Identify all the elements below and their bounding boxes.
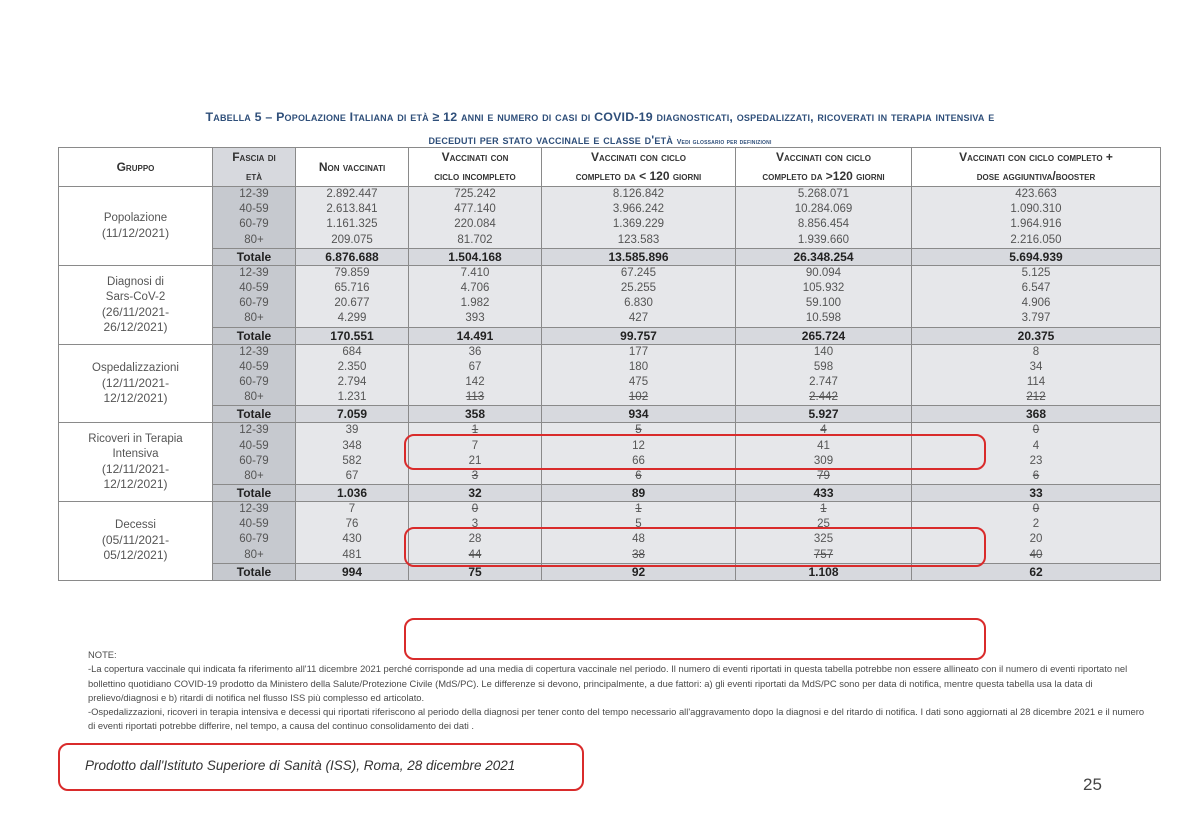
value-cell: 582 <box>296 454 409 469</box>
value-cell: 81.702 <box>409 233 542 249</box>
value-cell: 212 <box>912 390 1161 406</box>
table-row <box>59 187 1161 203</box>
table-row <box>59 469 1161 485</box>
total-value-cell: 433 <box>736 485 912 502</box>
total-value-cell: 368 <box>912 406 1161 423</box>
group-name-line: Diagnosi di <box>107 275 164 288</box>
group-label <box>59 187 213 266</box>
header-incompleto <box>409 148 542 187</box>
header-fascia <box>213 148 296 187</box>
group-date-line: 12/12/2021) <box>103 477 168 492</box>
value-cell: 180 <box>542 360 736 375</box>
total-value-cell: 6.876.688 <box>296 248 409 265</box>
value-cell: 76 <box>296 517 409 532</box>
group-date-line: 12/12/2021) <box>103 390 168 405</box>
value-cell: 21 <box>409 454 542 469</box>
value-cell: 2 <box>912 517 1161 532</box>
table-row <box>59 265 1161 281</box>
notes <box>88 648 1148 734</box>
glossary-note: Vedi glossario per definizioni <box>676 139 772 146</box>
notes-heading: NOTE: <box>88 649 117 660</box>
group-date-line: (26/11/2021- <box>101 304 170 319</box>
value-cell: 44 <box>409 548 542 564</box>
value-cell: 1.369.229 <box>542 217 736 232</box>
age-cell: 12-39 <box>213 265 296 281</box>
group-label <box>59 344 213 423</box>
total-value-cell: 75 <box>409 563 542 580</box>
age-cell: 12-39 <box>213 502 296 518</box>
value-cell: 23 <box>912 454 1161 469</box>
header-incompleto-l2: ciclo incompleto <box>434 169 516 183</box>
group-name-line: Ricoveri in Terapia <box>88 433 183 446</box>
value-cell: 2.613.841 <box>296 202 409 217</box>
age-cell: 80+ <box>213 311 296 327</box>
value-cell: 4 <box>912 438 1161 453</box>
group-label <box>59 265 213 344</box>
table-row <box>59 217 1161 232</box>
total-label: Totale <box>213 327 296 344</box>
table-row <box>59 502 1161 518</box>
value-cell: 430 <box>296 532 409 547</box>
header-gt120-l1: Vaccinati con ciclo <box>776 150 871 164</box>
value-cell: 6 <box>912 469 1161 485</box>
value-cell: 140 <box>736 344 912 360</box>
header-fascia-l2: età <box>246 169 262 183</box>
value-cell: 393 <box>409 311 542 327</box>
value-cell: 59.100 <box>736 296 912 311</box>
total-value-cell: 99.757 <box>542 327 736 344</box>
page-number: 25 <box>1083 775 1102 794</box>
age-cell: 12-39 <box>213 187 296 203</box>
value-cell: 4.906 <box>912 296 1161 311</box>
total-row <box>59 248 1161 265</box>
value-cell: 38 <box>542 548 736 564</box>
notes-paragraph-1: -La copertura vaccinale qui indicata fa riferimento all'11 dicembre 2021 perché corrisponde ad una media di copertura vaccinale nel periodo. Il numero di eventi riportati in questa tabella potrebbe non essere allineato con il numero di eventi riportato nel bollettino quotidiano COVID-19 prodotto da Ministero della Salute/Protezione Civile (MdS/PC). Le differenze si devono, principalmente, a due fattori: a) gli eventi riportati da MdS/PC sono per data di notifica, mentre questa tabella usa la data di prelievo/diagnosi e b) ritardi di notifica nel flusso ISS più complesso ed articolato. <box>88 663 1128 703</box>
value-cell: 4.299 <box>296 311 409 327</box>
value-cell: 40 <box>912 548 1161 564</box>
age-cell: 12-39 <box>213 344 296 360</box>
value-cell: 3 <box>409 517 542 532</box>
value-cell: 7 <box>409 438 542 453</box>
value-cell: 348 <box>296 438 409 453</box>
group-date-line: (12/11/2021- <box>101 462 170 477</box>
total-value-cell: 5.927 <box>736 406 912 423</box>
value-cell: 20.677 <box>296 296 409 311</box>
value-cell: 3 <box>409 469 542 485</box>
total-value-cell: 20.375 <box>912 327 1161 344</box>
age-cell: 80+ <box>213 390 296 406</box>
table-row <box>59 344 1161 360</box>
highlight-box-ospedalizzazioni <box>404 434 986 470</box>
value-cell: 325 <box>736 532 912 547</box>
age-cell: 60-79 <box>213 532 296 547</box>
age-cell: 40-59 <box>213 438 296 453</box>
value-cell: 79 <box>736 469 912 485</box>
value-cell: 123.583 <box>542 233 736 249</box>
value-cell: 684 <box>296 344 409 360</box>
header-lt120-l1: Vaccinati con ciclo <box>591 150 686 164</box>
value-cell: 0 <box>409 502 542 518</box>
title-line-2: deceduti per stato vaccinale e classe d'età <box>428 133 674 147</box>
value-cell: 477.140 <box>409 202 542 217</box>
total-label: Totale <box>213 485 296 502</box>
header-row <box>59 148 1161 187</box>
table-row <box>59 390 1161 406</box>
value-cell: 25 <box>736 517 912 532</box>
value-cell: 2.216.050 <box>912 233 1161 249</box>
group-label <box>59 423 213 502</box>
total-value-cell: 14.491 <box>409 327 542 344</box>
value-cell: 1.939.660 <box>736 233 912 249</box>
age-cell: 60-79 <box>213 217 296 232</box>
group-date-line: (11/12/2021) <box>101 225 170 240</box>
total-value-cell: 62 <box>912 563 1161 580</box>
value-cell: 209.075 <box>296 233 409 249</box>
group-name-line: Popolazione <box>103 211 168 224</box>
table-row <box>59 281 1161 296</box>
age-cell: 80+ <box>213 469 296 485</box>
value-cell: 309 <box>736 454 912 469</box>
table-row <box>59 202 1161 217</box>
value-cell: 36 <box>409 344 542 360</box>
group-date-line: (12/11/2021- <box>101 375 170 390</box>
total-value-cell: 92 <box>542 563 736 580</box>
value-cell: 475 <box>542 375 736 390</box>
header-booster-l1: Vaccinati con ciclo completo + <box>959 150 1113 164</box>
value-cell: 10.598 <box>736 311 912 327</box>
value-cell: 2.892.447 <box>296 187 409 203</box>
value-cell: 102 <box>542 390 736 406</box>
value-cell: 142 <box>409 375 542 390</box>
age-cell: 80+ <box>213 548 296 564</box>
value-cell: 3.797 <box>912 311 1161 327</box>
value-cell: 5.268.071 <box>736 187 912 203</box>
total-row <box>59 406 1161 423</box>
group-date-line: (05/11/2021- <box>101 533 170 548</box>
age-cell: 40-59 <box>213 517 296 532</box>
value-cell: 1.982 <box>409 296 542 311</box>
total-value-cell: 170.551 <box>296 327 409 344</box>
total-value-cell: 13.585.896 <box>542 248 736 265</box>
value-cell: 6.547 <box>912 281 1161 296</box>
age-cell: 60-79 <box>213 375 296 390</box>
table-row <box>59 375 1161 390</box>
footer-credit: Prodotto dall'Istituto Superiore di Sanità (ISS), Roma, 28 dicembre 2021 <box>85 758 516 773</box>
value-cell: 0 <box>912 423 1161 439</box>
value-cell: 113 <box>409 390 542 406</box>
value-cell: 177 <box>542 344 736 360</box>
value-cell: 8.856.454 <box>736 217 912 232</box>
total-value-cell: 33 <box>912 485 1161 502</box>
total-value-cell: 89 <box>542 485 736 502</box>
value-cell: 79.859 <box>296 265 409 281</box>
value-cell: 8.126.842 <box>542 187 736 203</box>
table-body <box>59 187 1161 581</box>
age-cell: 60-79 <box>213 296 296 311</box>
age-cell: 80+ <box>213 233 296 249</box>
age-cell: 40-59 <box>213 202 296 217</box>
group-name-line: Ospedalizzazioni <box>92 361 179 374</box>
value-cell: 2.442 <box>736 390 912 406</box>
value-cell: 1.964.916 <box>912 217 1161 232</box>
total-value-cell: 994 <box>296 563 409 580</box>
age-cell: 40-59 <box>213 281 296 296</box>
total-label: Totale <box>213 406 296 423</box>
table-row <box>59 233 1161 249</box>
value-cell: 1 <box>409 423 542 439</box>
total-value-cell: 265.724 <box>736 327 912 344</box>
total-value-cell: 7.059 <box>296 406 409 423</box>
value-cell: 5 <box>542 423 736 439</box>
value-cell: 4.706 <box>409 281 542 296</box>
value-cell: 2.350 <box>296 360 409 375</box>
value-cell: 67 <box>409 360 542 375</box>
value-cell: 598 <box>736 360 912 375</box>
group-name-line: Sars-CoV-2 <box>105 290 166 303</box>
header-incompleto-l1: Vaccinati con <box>441 150 509 164</box>
value-cell: 6.830 <box>542 296 736 311</box>
value-cell: 7.410 <box>409 265 542 281</box>
header-non-vaccinati: Non vaccinati <box>296 148 409 187</box>
value-cell: 423.663 <box>912 187 1161 203</box>
value-cell: 25.255 <box>542 281 736 296</box>
header-lt120 <box>542 148 736 187</box>
header-fascia-l1: Fascia di <box>232 150 276 164</box>
value-cell: 90.094 <box>736 265 912 281</box>
group-name-line: Intensiva <box>112 448 159 461</box>
value-cell: 66 <box>542 454 736 469</box>
header-lt120-l2: completo da < 120 giorni <box>575 169 702 183</box>
notes-paragraph-2: -Ospedalizzazioni, ricoveri in terapia intensiva e decessi qui riportati riferiscono al periodo della diagnosi per tener conto del tempo necessario all'aggravamento dopo la diagnosi e del ritardo di notifica. I dati sono aggiornati al 28 dicembre 2021 e il numero di eventi riportati potrebbe differire, nel tempo, a causa del continuo consolidamento dei dati . <box>88 706 1145 732</box>
header-booster <box>912 148 1161 187</box>
group-name-line: Decessi <box>115 519 156 532</box>
age-cell: 12-39 <box>213 423 296 439</box>
value-cell: 2.747 <box>736 375 912 390</box>
value-cell: 41 <box>736 438 912 453</box>
value-cell: 67.245 <box>542 265 736 281</box>
total-label: Totale <box>213 248 296 265</box>
value-cell: 67 <box>296 469 409 485</box>
value-cell: 1 <box>542 502 736 518</box>
header-gruppo: Gruppo <box>59 148 213 187</box>
total-value-cell: 1.108 <box>736 563 912 580</box>
total-value-cell: 26.348.254 <box>736 248 912 265</box>
value-cell: 3.966.242 <box>542 202 736 217</box>
age-cell: 40-59 <box>213 360 296 375</box>
table-row <box>59 311 1161 327</box>
value-cell: 39 <box>296 423 409 439</box>
value-cell: 48 <box>542 532 736 547</box>
value-cell: 6 <box>542 469 736 485</box>
value-cell: 20 <box>912 532 1161 547</box>
highlight-box-terapia-intensiva <box>404 527 986 567</box>
total-row <box>59 327 1161 344</box>
value-cell: 28 <box>409 532 542 547</box>
value-cell: 427 <box>542 311 736 327</box>
value-cell: 1.161.325 <box>296 217 409 232</box>
header-gt120 <box>736 148 912 187</box>
table-row <box>59 296 1161 311</box>
title-line-1: Tabella 5 – Popolazione Italiana di età ≥ 12 anni e numero di casi di COVID-19 diagnosticati, ospedalizzati, ricoverati in terapia intensiva e <box>205 110 995 124</box>
value-cell: 34 <box>912 360 1161 375</box>
value-cell: 725.242 <box>409 187 542 203</box>
value-cell: 481 <box>296 548 409 564</box>
total-value-cell: 358 <box>409 406 542 423</box>
value-cell: 12 <box>542 438 736 453</box>
total-value-cell: 934 <box>542 406 736 423</box>
group-date-line: 05/12/2021) <box>103 548 168 563</box>
total-label: Totale <box>213 563 296 580</box>
value-cell: 105.932 <box>736 281 912 296</box>
group-date-line: 26/12/2021) <box>103 319 168 334</box>
header-booster-l2: dose aggiuntiva/booster <box>976 169 1096 183</box>
value-cell: 5.125 <box>912 265 1161 281</box>
total-value-cell: 32 <box>409 485 542 502</box>
value-cell: 4 <box>736 423 912 439</box>
total-value-cell: 1.036 <box>296 485 409 502</box>
value-cell: 10.284.069 <box>736 202 912 217</box>
header-gt120-l2: completo da >120 giorni <box>762 169 885 183</box>
total-value-cell: 1.504.168 <box>409 248 542 265</box>
value-cell: 8 <box>912 344 1161 360</box>
vaccination-table <box>58 147 1161 581</box>
total-value-cell: 5.694.939 <box>912 248 1161 265</box>
value-cell: 220.084 <box>409 217 542 232</box>
value-cell: 65.716 <box>296 281 409 296</box>
value-cell: 757 <box>736 548 912 564</box>
age-cell: 60-79 <box>213 454 296 469</box>
group-label <box>59 502 213 581</box>
value-cell: 0 <box>912 502 1161 518</box>
value-cell: 2.794 <box>296 375 409 390</box>
value-cell: 1.231 <box>296 390 409 406</box>
total-row <box>59 485 1161 502</box>
table-row <box>59 360 1161 375</box>
value-cell: 5 <box>542 517 736 532</box>
value-cell: 114 <box>912 375 1161 390</box>
value-cell: 1 <box>736 502 912 518</box>
value-cell: 1.090.310 <box>912 202 1161 217</box>
value-cell: 7 <box>296 502 409 518</box>
